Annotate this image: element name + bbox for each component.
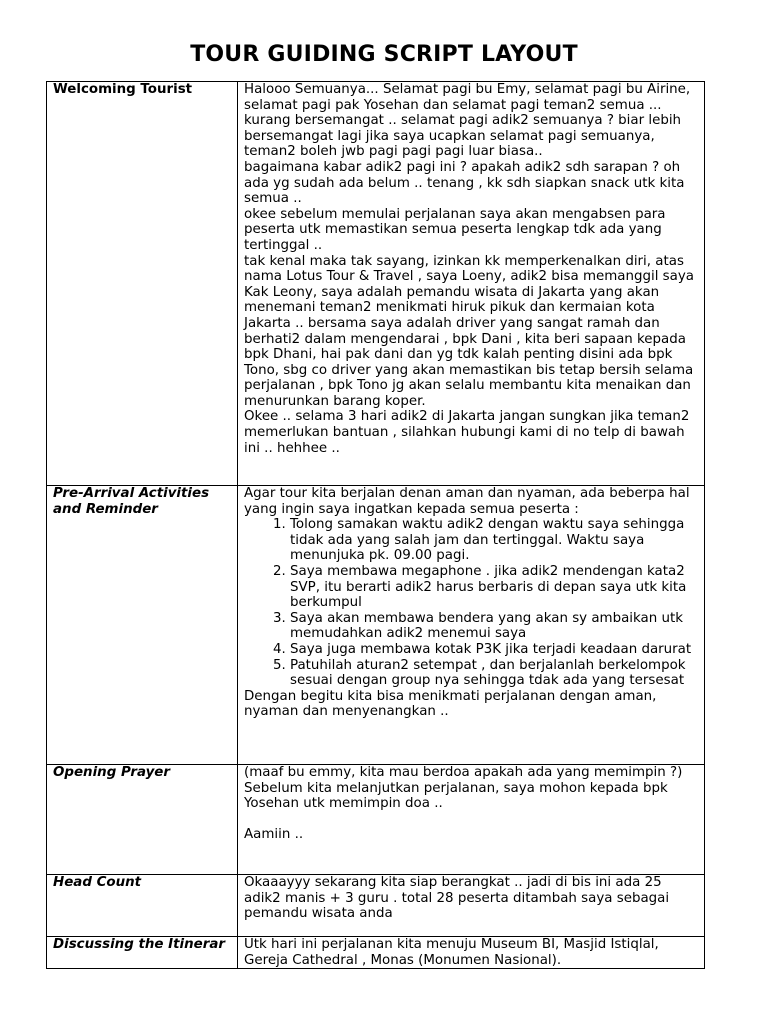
script-table [46,81,705,969]
list-item: 3. Saya akan membawa bendera yang akan sy ambaikan utk memudahkan adik2 menemui saya [290,611,700,642]
table-row-itinerary [47,937,705,969]
prearrival-intro: Agar tour kita berjalan denan aman dan nyaman, ada beberpa hal yang ingin saya ingatkan kepada semua peserta : [244,486,690,517]
table-row-welcoming [47,82,705,486]
section-content-itinerary: Utk hari ini perjalanan kita menuju Museum BI, Masjid Istiqlal, Gereja Cathedral , Monas (Monumen Nasional). [238,937,705,969]
welcoming-paragraph: bagaimana kabar adik2 pagi ini ? apakah adik2 sdh sarapan ? oh ada yg sudah ada belum .. tenang , kk sdh siapkan snack utk kita semua .. [244,159,685,207]
welcoming-paragraph: Halooo Semuanya... Selamat pagi bu Emy, selamat pagi bu Airine, selamat pagi pak Yosehan dan selamat pagi teman2 semua ... kurang bersemangat .. selamat pagi adik2 semuanya ? biar lebih bersemangat lagi jika saya ucapkan selamat pagi semuanya, teman2 boleh jwb pagi pagi pagi luar biasa.. [244,82,691,160]
prearrival-closing: Dengan begitu kita bisa menikmati perjalanan dengan aman, nyaman dan menyenangkan .. [244,688,657,720]
section-label-prearrival: Pre-Arrival Activities and Reminder [47,486,238,765]
prayer-amen: Aamiin .. [244,827,304,843]
welcoming-paragraph: tak kenal maka tak sayang, izinkan kk memperkenalkan diri, atas nama Lotus Tour & Travel , saya Loeny, adik2 bisa memanggil saya Kak Leony, saya adalah pemandu wisata di Jakarta yang akan menemani teman2 menikmati hiruk pikuk dan kermaian kota Jakarta .. bersama saya adalah driver yang sangat ramah dan berhati2 dalam mengendarai , bpk Dani , kita beri sapaan kepada bpk Dhani, hai pak dani dan yg tdk kalah penting disini ada bpk Tono, sbg co driver yang akan memastikan bis tetap bersih selama perjalanan , bpk Tono jg akan selalu membantu kita menaikan dan menurunkan barang koper. [244,253,694,409]
section-content-prayer [238,765,705,875]
section-content-headcount: Okaaayyy sekarang kita siap berangkat .. jadi di bis ini ada 25 adik2 manis + 3 guru . total 28 peserta ditambah saya sebagai pemandu wisata anda [238,875,705,937]
list-item: 1. Tolong samakan waktu adik2 dengan waktu saya sehingga tidak ada yang salah jam dan tertinggal. Waktu saya menunjuka pk. 09.00 pagi. [290,517,700,564]
blank-line [244,812,700,828]
table-row-prearrival [47,486,705,765]
list-item: 5. Patuhilah aturan2 setempat , dan berjalanlah berkelompok sesuai dengan group nya sehingga tdak ada yang tersesat [290,658,700,689]
section-label-headcount: Head Count [47,875,238,937]
document-title: TOUR GUIDING SCRIPT LAYOUT [190,42,578,67]
list-item: 4. Saya juga membawa kotak P3K jika terjadi keadaan darurat [290,642,700,658]
list-item: 2. Saya membawa megaphone . jika adik2 mendengan kata2 SVP, itu berarti adik2 harus berbaris di depan saya utk kita berkumpul [290,564,700,611]
welcoming-paragraph: Okee .. selama 3 hari adik2 di Jakarta jangan sungkan jika teman2 memerlukan bantuan , silahkan hubungi kami di no telp di bawah ini .. hehhee .. [244,409,690,456]
table-row-prayer [47,765,705,875]
section-label-itinerary: Discussing the Itinerar [47,937,238,969]
prayer-line: (maaf bu emmy, kita mau berdoa apakah ada yang memimpin ?) [244,765,683,780]
section-label-prayer: Opening Prayer [47,765,238,875]
section-content-welcoming [238,82,705,486]
prayer-line: Sebelum kita melanjutkan perjalanan, saya mohon kepada bpk Yosehan utk memimpin doa .. [244,780,668,812]
table-row-headcount [47,875,705,937]
welcoming-paragraph: okee sebelum memulai perjalanan saya akan mengabsen para peserta utk memastikan semua peserta lengkap tdk ada yang tertinggal .. [244,206,666,253]
reminder-list [244,517,700,689]
section-content-prearrival [238,486,705,765]
section-label-welcoming: Welcoming Tourist [47,82,238,486]
